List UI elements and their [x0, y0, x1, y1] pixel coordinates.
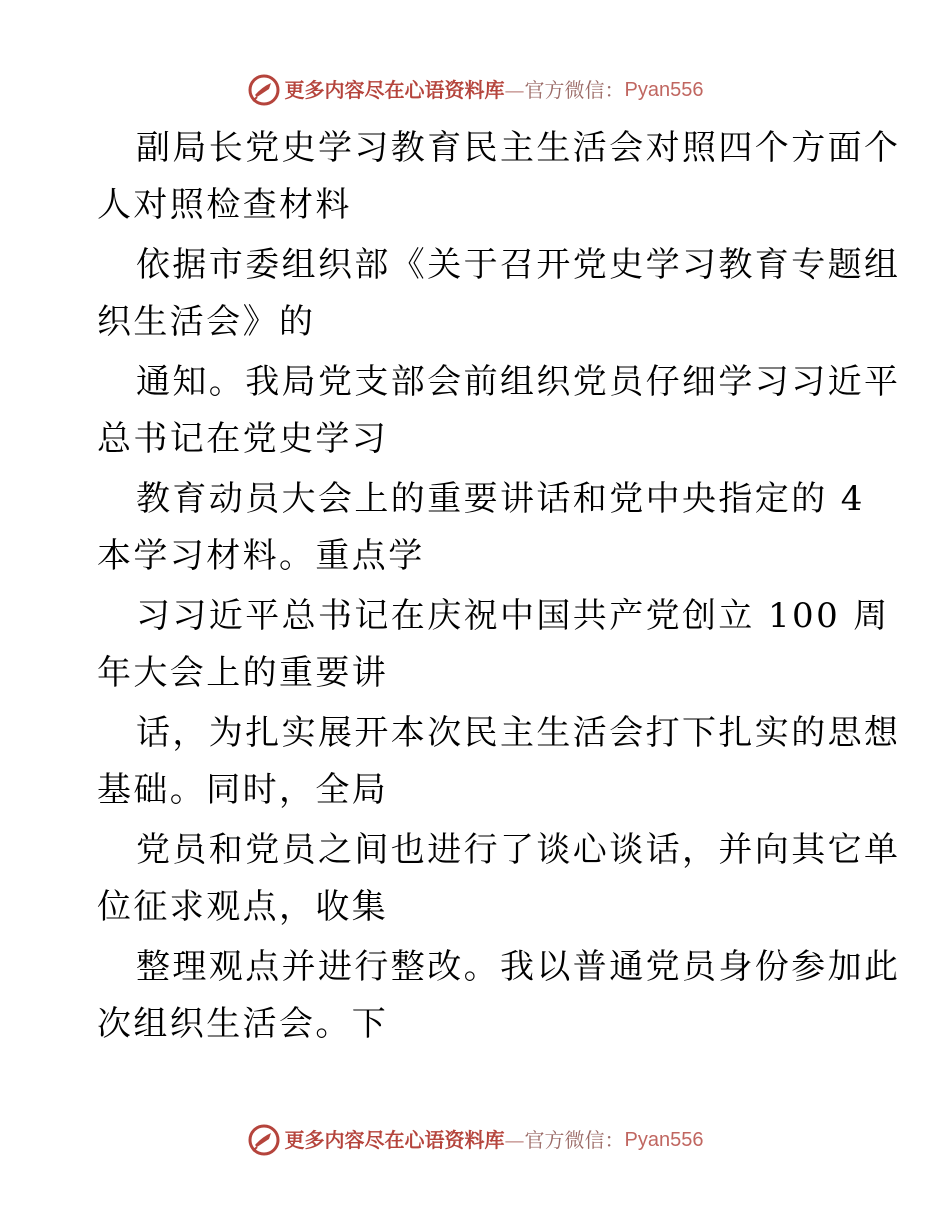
- pen-logo-icon: [247, 1123, 281, 1157]
- footer-banner: [0, 1120, 950, 1160]
- paragraph-4-line-2: 本学习材料。重点学: [97, 536, 425, 576]
- paragraph-7-line-1: 党员和党员之间也进行了谈心谈话，并向其它单: [136, 830, 901, 870]
- banner-wechat-id: Pyan556: [624, 79, 704, 101]
- paragraph-5-line-1: 习习近平总书记在庆祝中国共产党创立 100 周: [136, 596, 890, 636]
- banner-site-text: 更多内容尽在心语资料库: [284, 1128, 505, 1152]
- banner-separator: —: [504, 78, 525, 102]
- paragraph-2-line-1: 依据市委组织部《关于召开党史学习教育专题组: [136, 245, 901, 285]
- paragraph-5-line-2: 年大会上的重要讲: [97, 653, 389, 693]
- paragraph-7-line-2: 位征求观点，收集: [97, 887, 389, 927]
- paragraph-6-line-2: 基础。同时，全局: [97, 770, 389, 810]
- pen-logo-icon: [247, 73, 281, 107]
- paragraph-8-line-1: 整理观点并进行整改。我以普通党员身份参加此: [136, 947, 901, 987]
- paragraph-3-line-2: 总书记在党史学习: [97, 419, 389, 459]
- banner-wechat-label: 官方微信：: [524, 78, 625, 102]
- banner-wechat-id: Pyan556: [624, 1129, 704, 1151]
- banner-wechat-label: 官方微信：: [524, 1128, 625, 1152]
- paragraph-1-line-2: 人对照检查材料: [97, 185, 352, 225]
- paragraph-4-line-1: 教育动员大会上的重要讲话和党中央指定的 4: [136, 479, 865, 519]
- paragraph-3-line-1: 通知。我局党支部会前组织党员仔细学习习近平: [136, 362, 901, 402]
- paragraph-2-line-2: 织生活会》的: [97, 302, 316, 342]
- banner-site-text: 更多内容尽在心语资料库: [284, 78, 505, 102]
- paragraph-1-line-1: 副局长党史学习教育民主生活会对照四个方面个: [136, 128, 901, 168]
- header-banner: [0, 70, 950, 110]
- paragraph-8-line-2: 次组织生活会。下: [97, 1004, 389, 1044]
- paragraph-6-line-1: 话，为扎实展开本次民主生活会打下扎实的思想: [136, 713, 901, 753]
- banner-separator: —: [504, 1128, 525, 1152]
